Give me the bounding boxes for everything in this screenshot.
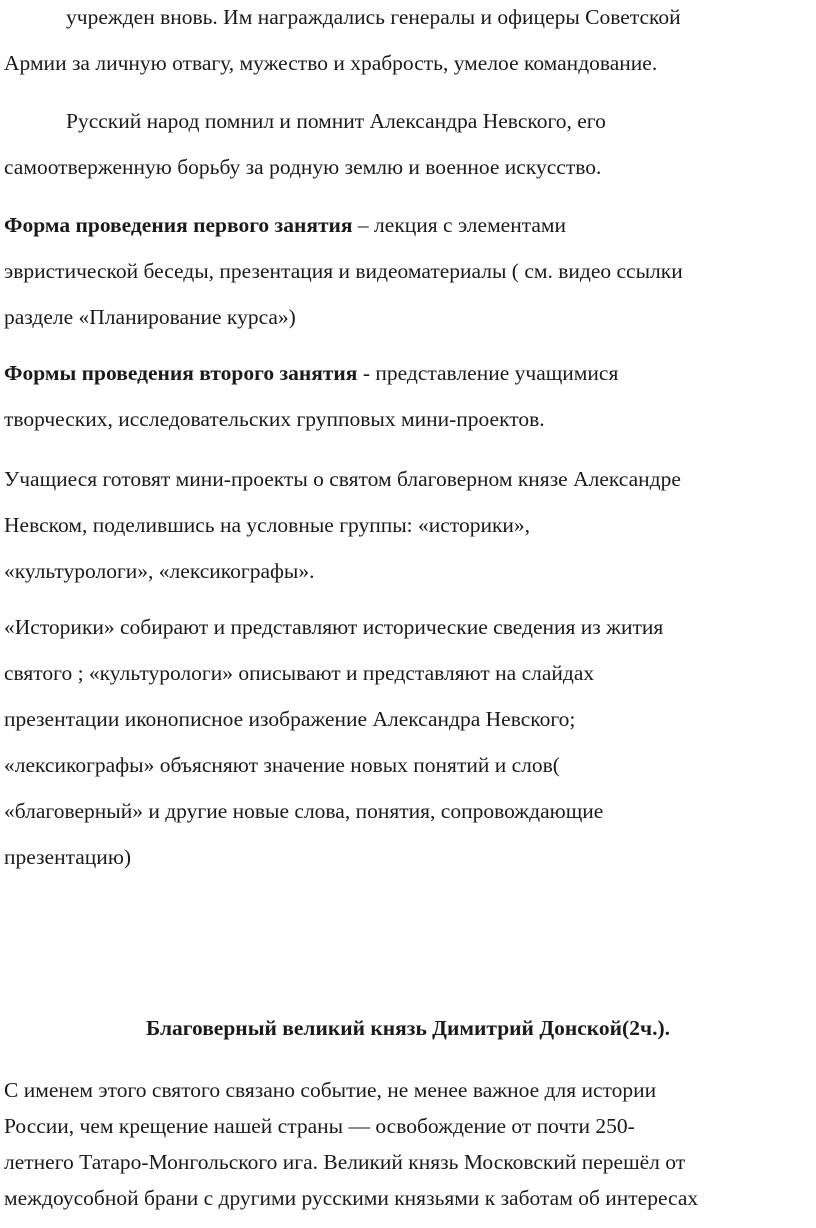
text-line: самоотверженную борьбу за родную землю и военное искусство. [4,155,602,179]
text-line: учрежден вновь. Им награждались генералы и офицеры Советской [66,5,681,29]
text-line: С именем этого святого связано событие, не менее важное для истории [4,1078,657,1102]
text-line [4,350,814,396]
text-line: «Историки» собирают и представляют исторические сведения из жития [4,615,664,639]
paragraph-nevsky-memory [4,98,814,190]
text-line: Учащиеся готовят мини-проекты о святом благоверном князе Александре [4,467,681,491]
text-line: России, чем крещение нашей страны — освобождение от почти 250- [4,1114,635,1138]
text-line [4,202,814,248]
paragraph-dmitry-donskoy [4,1072,814,1216]
text-line: «лексикографы» объясняют значение новых понятий и слов( [4,753,560,777]
text-line: «культурологи», «лексикографы». [4,559,315,583]
text-fragment: – лекция с элементами [352,213,567,237]
text-line: святого ; «культурологи» описывают и представляют на слайдах [4,661,595,685]
text-line: творческих, исследовательских групповых мини-проектов. [4,407,545,431]
bold-term: Формы проведения второго занятия [4,361,358,385]
text-line: «благоверный» и другие новые слова, понятия, сопровождающие [4,799,604,823]
paragraph-groups-roles [4,604,814,880]
text-line: презентации иконописное изображение Александра Невского; [4,707,576,731]
text-line: разделе «Планирование курса») [4,305,296,329]
paragraph-mini-projects [4,456,814,594]
bold-term: Форма проведения первого занятия [4,213,353,237]
text-line: междоусобной брани с другими русскими князьями к заботам об интересах [4,1186,699,1210]
text-line: Русский народ помнил и помнит Александра Невского, его [66,109,606,133]
text-fragment: - представление учащимися [357,361,619,385]
text-line: презентацию) [4,845,132,869]
text-line: Невском, поделившись на условные группы: «историки», [4,513,531,537]
paragraph-order-awards [4,0,814,86]
text-line: эвристической беседы, презентация и видеоматериалы ( см. видео ссылки [4,259,683,283]
text-line: летнего Татаро-Монгольского ига. Великий князь Московский перешёл от [4,1150,686,1174]
paragraph-first-lesson-form [4,202,814,340]
text-line: Армии за личную отвагу, мужество и храбрость, умелое командование. [4,51,658,75]
section-heading: Благоверный великий князь Димитрий Донской(2ч.). [146,1016,670,1040]
paragraph-second-lesson-form [4,350,814,442]
